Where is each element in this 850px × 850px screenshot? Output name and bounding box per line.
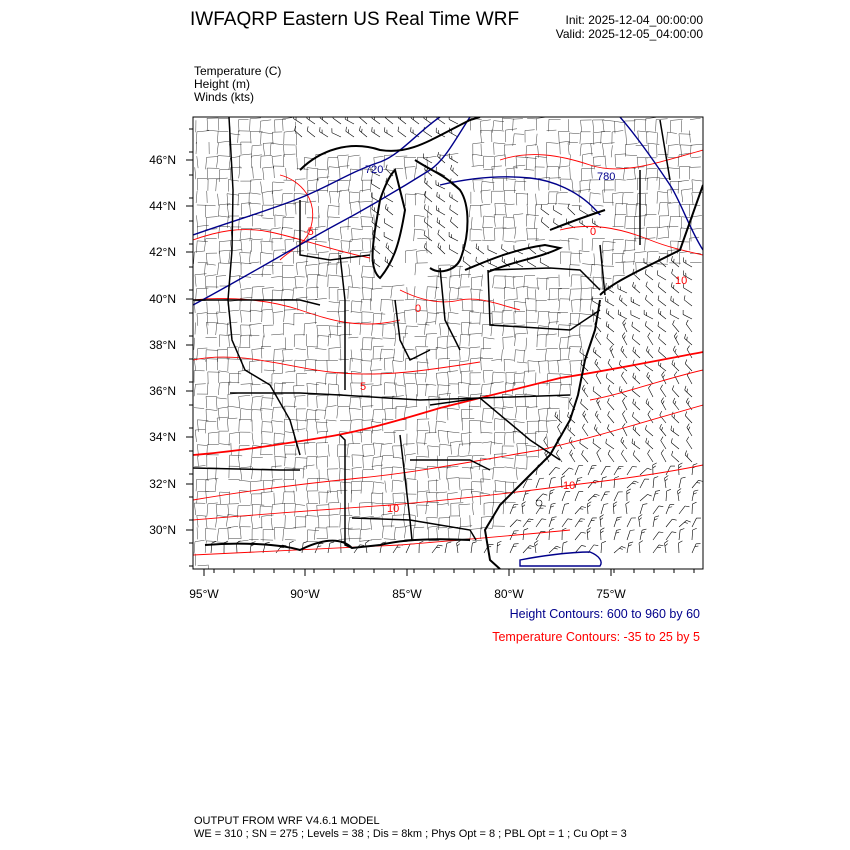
lon-label-75W: 75°W (596, 587, 626, 601)
lat-label-32N: 32°N (149, 477, 176, 491)
lat-label-38N: 38°N (149, 338, 176, 352)
lat-label-30N: 30°N (149, 523, 176, 537)
height-contours-caption: Height Contours: 600 to 960 by 60 (509, 607, 700, 621)
lon-label-85W: 85°W (392, 587, 422, 601)
init-time: Init: 2025-12-04_00:00:00 (565, 13, 703, 27)
temp-contour-label-10c: 10 (387, 503, 400, 515)
temp-contour-label-10a: 10 (675, 275, 688, 287)
temp-contour-label-5: 5 (360, 381, 367, 393)
model-info-line2: WE = 310 ; SN = 275 ; Levels = 38 ; Dis = 8km ; Phys Opt = 8 ; PBL Opt = 1 ; Cu Opt = 3 (194, 828, 627, 840)
field-label-winds: Winds (kts) (194, 90, 254, 104)
map-title: IWFAQRP Eastern US Real Time WRF (190, 9, 520, 30)
temp-contour-label-minus5: -5 (304, 226, 314, 238)
height-contour-label-780: 780 (597, 171, 616, 183)
valid-time: Valid: 2025-12-05_04:00:00 (555, 27, 703, 41)
temp-contour-label-0a: 0 (590, 226, 597, 238)
temperature-contours-caption: Temperature Contours: -35 to 25 by 5 (492, 630, 700, 644)
lat-label-40N: 40°N (149, 292, 176, 306)
lat-label-34N: 34°N (149, 430, 176, 444)
field-label-temperature: Temperature (C) (194, 64, 282, 78)
temp-contour-label-10b: 10 (563, 480, 576, 492)
lat-label-46N: 46°N (149, 153, 176, 167)
temp-contour-label-0b: 0 (415, 303, 422, 315)
lon-label-95W: 95°W (189, 587, 219, 601)
lon-label-80W: 80°W (494, 587, 524, 601)
height-contour-label-720: 720 (365, 164, 384, 176)
lat-label-42N: 42°N (149, 245, 176, 259)
field-label-height: Height (m) (194, 77, 251, 91)
model-info-line1: OUTPUT FROM WRF V4.6.1 MODEL (194, 815, 380, 827)
lat-label-36N: 36°N (149, 384, 176, 398)
lat-label-44N: 44°N (149, 199, 176, 213)
lon-label-90W: 90°W (290, 587, 320, 601)
